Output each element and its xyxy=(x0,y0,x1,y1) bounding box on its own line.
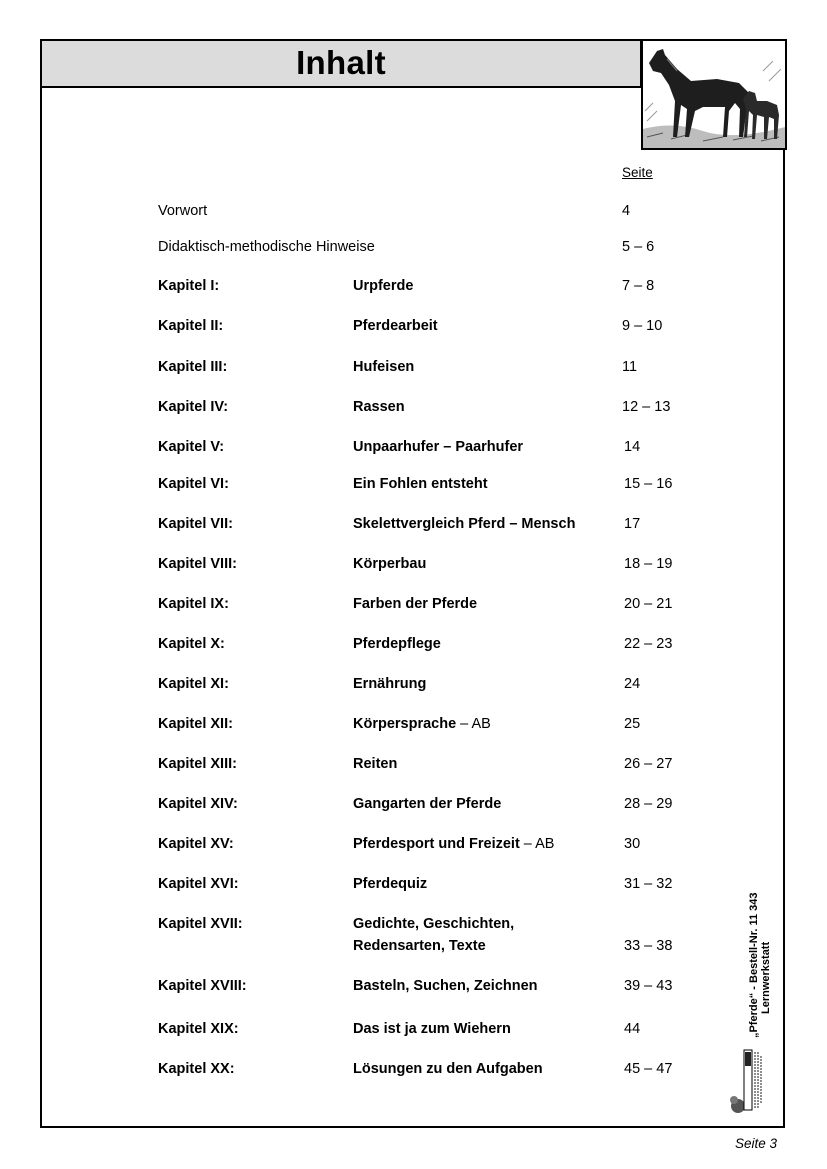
toc-intro-row xyxy=(0,201,827,223)
toc-chapter-label: Kapitel XV: xyxy=(158,836,234,852)
toc-chapter-label: Kapitel XIV: xyxy=(158,796,238,812)
toc-chapter-topic xyxy=(353,794,501,814)
toc-chapter-topic-text: Körpersprache xyxy=(353,716,457,732)
toc-page-number: 45 – 47 xyxy=(624,1061,673,1077)
toc-chapter-label: Kapitel XIII: xyxy=(158,756,237,772)
toc-chapter-topic xyxy=(353,1019,511,1039)
toc-chapter-label: Kapitel VI: xyxy=(158,476,229,492)
toc-chapter-topic-text: Ein Fohlen entsteht xyxy=(353,476,488,492)
toc-page-number: 4 xyxy=(622,203,631,219)
toc-chapter-topic-text: Pferdearbeit xyxy=(353,318,438,334)
toc-chapter-label: Kapitel IV: xyxy=(158,399,229,415)
toc-chapter-topic xyxy=(353,674,426,694)
toc-chapter-row xyxy=(0,834,827,856)
toc-chapter-topic xyxy=(353,397,405,417)
toc-page-number: 11 xyxy=(622,359,638,375)
toc-chapter-label: Kapitel IX: xyxy=(158,596,229,612)
toc-page-number: 14 xyxy=(624,439,641,455)
toc-chapter-topic xyxy=(353,914,514,934)
toc-chapter-row xyxy=(0,674,827,696)
toc-chapter-row xyxy=(0,554,827,576)
toc-page-number: 22 – 23 xyxy=(624,636,673,652)
toc-chapter-label: Kapitel XI: xyxy=(158,676,229,692)
toc-chapter-suffix: – AB xyxy=(456,716,491,732)
toc-chapter-topic xyxy=(353,1059,543,1079)
toc-chapter-row xyxy=(0,754,827,776)
toc-chapter-row xyxy=(0,1019,827,1041)
toc-page-number: 25 xyxy=(624,716,641,732)
toc-intro-label: Vorwort xyxy=(158,203,208,219)
toc-chapter-topic-text: Körperbau xyxy=(353,556,427,572)
toc-chapter-row xyxy=(0,874,827,896)
title-bar xyxy=(40,39,642,88)
toc-chapter-topic-text: Basteln, Suchen, Zeichnen xyxy=(353,978,538,994)
toc-page-number: 17 xyxy=(624,516,641,532)
toc-chapter-topic-text: Reiten xyxy=(353,756,398,772)
toc-chapter-topic-text: Gangarten der Pferde xyxy=(353,796,502,812)
toc-chapter-topic xyxy=(353,754,397,774)
toc-chapter-label: Kapitel XVII: xyxy=(158,916,243,932)
toc-chapter-label: Kapitel III: xyxy=(158,359,228,375)
toc-page-number: 28 – 29 xyxy=(624,796,673,812)
toc-chapter-row xyxy=(0,976,827,998)
page-column-label: Seite xyxy=(622,165,653,180)
toc-page-number: 5 – 6 xyxy=(622,239,655,255)
toc-page-number: 44 xyxy=(624,1021,641,1037)
toc-chapter-topic-text: Urpferde xyxy=(353,278,414,294)
toc-chapter-row xyxy=(0,594,827,616)
toc-chapter-label: Kapitel XII: xyxy=(158,716,233,732)
order-number-label: „Pferde“ - Bestell-Nr. 11 343 xyxy=(748,892,760,1038)
toc-page-number: 33 – 38 xyxy=(624,938,673,954)
publisher-logo xyxy=(728,1048,780,1118)
toc-chapter-topic xyxy=(353,874,427,894)
toc-chapter-row xyxy=(0,914,827,954)
toc-chapter-row xyxy=(0,1059,827,1081)
toc-chapter-topic-text: Lösungen zu den Aufgaben xyxy=(353,1061,543,1077)
toc-chapter-topic xyxy=(353,554,426,574)
toc-chapter-label: Kapitel XIX: xyxy=(158,1021,239,1037)
toc-chapter-topic xyxy=(353,976,538,996)
toc-page-number: 12 – 13 xyxy=(622,399,671,415)
toc-intro-row xyxy=(0,237,827,259)
toc-chapter-label: Kapitel XX: xyxy=(158,1061,235,1077)
toc-chapter-topic xyxy=(353,834,554,854)
toc-chapter-topic xyxy=(353,437,523,457)
toc-chapter-topic-text: Pferdesport und Freizeit xyxy=(353,836,520,852)
toc-chapter-row xyxy=(0,437,827,459)
toc-chapter-topic xyxy=(353,276,413,296)
toc-chapter-label: Kapitel XVIII: xyxy=(158,978,247,994)
toc-chapter-topic-text: Pferdepflege xyxy=(353,636,441,652)
toc-chapter-topic-text: Das ist ja zum Wiehern xyxy=(353,1021,511,1037)
toc-chapter-row xyxy=(0,276,827,298)
horse-illustration xyxy=(641,39,787,150)
toc-page-number: 7 – 8 xyxy=(622,278,655,294)
toc-page-number: 15 – 16 xyxy=(624,476,673,492)
toc-chapter-topic-text: Hufeisen xyxy=(353,359,415,375)
series-label: Lernwerkstatt xyxy=(760,941,772,1014)
toc-chapter-topic-text: Farben der Pferde xyxy=(353,596,478,612)
toc-page-number: 24 xyxy=(624,676,641,692)
toc-chapter-row xyxy=(0,794,827,816)
toc-chapter-topic xyxy=(353,634,441,654)
toc-chapter-row xyxy=(0,714,827,736)
toc-chapter-topic-text: Unpaarhufer – Paarhufer xyxy=(353,439,524,455)
toc-chapter-topic-line2: Redensarten, Texte xyxy=(353,938,486,954)
toc-chapter-topic-text: Gedichte, Geschichten, xyxy=(353,916,515,932)
toc-chapter-topic-text: Rassen xyxy=(353,399,405,415)
toc-chapter-label: Kapitel XVI: xyxy=(158,876,239,892)
toc-chapter-row xyxy=(0,474,827,496)
page-number: Seite 3 xyxy=(734,1136,777,1151)
toc-chapter-row xyxy=(0,514,827,536)
toc-chapter-topic xyxy=(353,474,488,494)
toc-chapter-row xyxy=(0,357,827,379)
publisher-logo-icon xyxy=(728,1048,780,1118)
toc-chapter-label: Kapitel VII: xyxy=(158,516,233,532)
toc-chapter-topic-text: Skelettvergleich Pferd – Mensch xyxy=(353,516,576,532)
toc-chapter-topic-text: Ernährung xyxy=(353,676,427,692)
toc-chapter-row xyxy=(0,634,827,656)
toc-page-number: 26 – 27 xyxy=(624,756,673,772)
toc-chapter-topic xyxy=(353,514,575,534)
toc-page-number: 9 – 10 xyxy=(622,318,663,334)
toc-page-number: 18 – 19 xyxy=(624,556,673,572)
toc-chapter-label: Kapitel X: xyxy=(158,636,225,652)
toc-page-number: 39 – 43 xyxy=(624,978,673,994)
toc-chapter-row xyxy=(0,316,827,338)
toc-intro-label: Didaktisch-methodische Hinweise xyxy=(158,239,375,255)
page-title: Inhalt xyxy=(296,44,386,81)
toc-chapter-label: Kapitel I: xyxy=(158,278,220,294)
toc-chapter-topic xyxy=(353,357,414,377)
toc-chapter-label: Kapitel II: xyxy=(158,318,224,334)
toc-chapter-label: Kapitel VIII: xyxy=(158,556,237,572)
toc-page-number: 20 – 21 xyxy=(624,596,673,612)
horse-drawing-icon xyxy=(643,41,785,148)
toc-page-number: 31 – 32 xyxy=(624,876,673,892)
toc-chapter-label: Kapitel V: xyxy=(158,439,225,455)
toc-chapter-row xyxy=(0,397,827,419)
toc-chapter-suffix: – AB xyxy=(519,836,555,852)
toc-chapter-topic xyxy=(353,594,477,614)
toc-chapter-topic-text: Pferdequiz xyxy=(353,876,428,892)
toc-chapter-topic xyxy=(353,714,491,734)
toc-page-number: 30 xyxy=(624,836,641,852)
toc-chapter-topic xyxy=(353,316,438,336)
